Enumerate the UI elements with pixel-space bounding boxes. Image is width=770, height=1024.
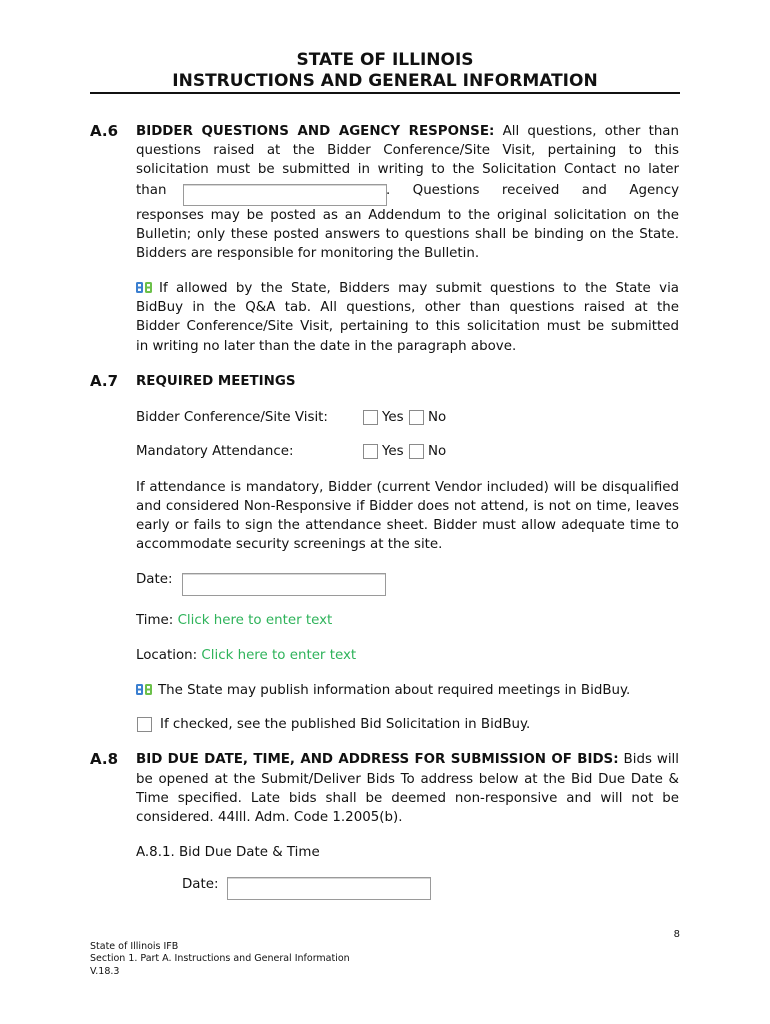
a6-line5: responses may be posted as an Addendum to the original solicitation on the (136, 208, 679, 223)
section-number-a7: A.7 (90, 372, 119, 390)
a6-heading: BIDDER QUESTIONS AND AGENCY RESPONSE: (136, 124, 495, 139)
a7-para-line3: early or fails to sign the attendance sheet. Bidder must allow adequate time to (136, 518, 679, 533)
conference-yes-checkbox[interactable] (363, 410, 378, 425)
a6-line2: questions raised at the Bidder Conference/Site Visit, pertaining to this (136, 143, 679, 158)
published-solicitation-checkbox[interactable] (137, 717, 152, 732)
a7-para-line4: accommodate security screenings at the site. (136, 537, 443, 552)
conference-no-label: No (428, 410, 447, 425)
a8-line3: Time specified. Late bids shall be deemed non-responsive and will not be (136, 791, 679, 806)
meeting-date-label: Date: (136, 572, 173, 587)
meeting-location-label: Location: (136, 648, 198, 663)
attendance-yes-checkbox[interactable] (363, 444, 378, 459)
published-solicitation-label: If checked, see the published Bid Solicitation in BidBuy. (160, 717, 531, 732)
a6-bb-line3: Bidder Conference/Site Visit, pertaining to this solicitation must be submitted (136, 319, 679, 334)
conference-no-checkbox[interactable] (409, 410, 424, 425)
a6-bb-line2: BidBuy in the Q&A tab. All questions, other than questions raised at the (136, 300, 679, 315)
page-title-line2: INSTRUCTIONS AND GENERAL INFORMATION (172, 71, 598, 91)
a8-line2: be opened at the Submit/Deliver Bids To address below at the Bid Due Date & (136, 772, 679, 787)
a6-line7: Bidders are responsible for monitoring the Bulletin. (136, 246, 480, 261)
questions-deadline-field[interactable] (183, 184, 387, 206)
meeting-time-row (136, 611, 332, 630)
page-number: 8 (673, 929, 680, 940)
conference-yes-label: Yes (382, 410, 404, 425)
attendance-no-checkbox[interactable] (409, 444, 424, 459)
a7-bidbuy-note: The State may publish information about required meetings in BidBuy. (136, 681, 630, 700)
meeting-location-row (136, 646, 356, 665)
bid-due-date-label: Date: (182, 877, 219, 892)
a7-para-line2: and considered Non-Responsive if Bidder does not attend, is not on time, leaves (136, 499, 679, 514)
attendance-yes-label: Yes (382, 444, 404, 459)
a6-line3: solicitation must be submitted in writing to the Solicitation Contact no later (136, 162, 679, 177)
footer-line2: Section 1. Part A. Instructions and General Information (90, 953, 350, 964)
footer-line3: V.18.3 (90, 966, 120, 977)
a6-than: than (136, 183, 167, 198)
title-divider (90, 92, 680, 94)
meeting-time-label: Time: (136, 613, 174, 628)
a6-line6: Bulletin; only these posted answers to questions shall be binding on the State. (136, 227, 679, 242)
attendance-label: Mandatory Attendance: (136, 444, 294, 459)
a8-line1: BID DUE DATE, TIME, AND ADDRESS FOR SUBMISSION OF BIDS: Bids will (136, 752, 679, 767)
a6-line1: BIDDER QUESTIONS AND AGENCY RESPONSE: All questions, other than (136, 124, 679, 139)
bid-due-date-field[interactable] (227, 877, 431, 900)
conference-label: Bidder Conference/Site Visit: (136, 410, 328, 425)
section-number-a8: A.8 (90, 750, 119, 768)
a7-heading: REQUIRED MEETINGS (136, 374, 296, 389)
a6-bb-line4: in writing no later than the date in the paragraph above. (136, 339, 517, 354)
page-title-line1: STATE OF ILLINOIS (296, 50, 474, 70)
a8-1-label: A.8.1. Bid Due Date & Time (136, 845, 320, 860)
section-number-a6: A.6 (90, 122, 119, 140)
bidbuy-icon (136, 280, 152, 291)
a8-line4: considered. 44Ill. Adm. Code 1.2005(b). (136, 810, 403, 825)
a8-heading: BID DUE DATE, TIME, AND ADDRESS FOR SUBMISSION OF BIDS: (136, 752, 619, 767)
meeting-time-input[interactable]: Click here to enter text (177, 613, 333, 628)
meeting-location-input[interactable]: Click here to enter text (201, 648, 357, 663)
a6-after-field: . Questions received and Agency (386, 183, 679, 198)
attendance-no-label: No (428, 444, 447, 459)
meeting-date-field[interactable] (182, 573, 386, 596)
footer-line1: State of Illinois IFB (90, 941, 179, 952)
a6-bb-line1: If allowed by the State, Bidders may submit questions to the State via (136, 279, 679, 298)
a7-para-line1: If attendance is mandatory, Bidder (current Vendor included) will be disqualified (136, 480, 679, 495)
bidbuy-icon (136, 682, 152, 693)
